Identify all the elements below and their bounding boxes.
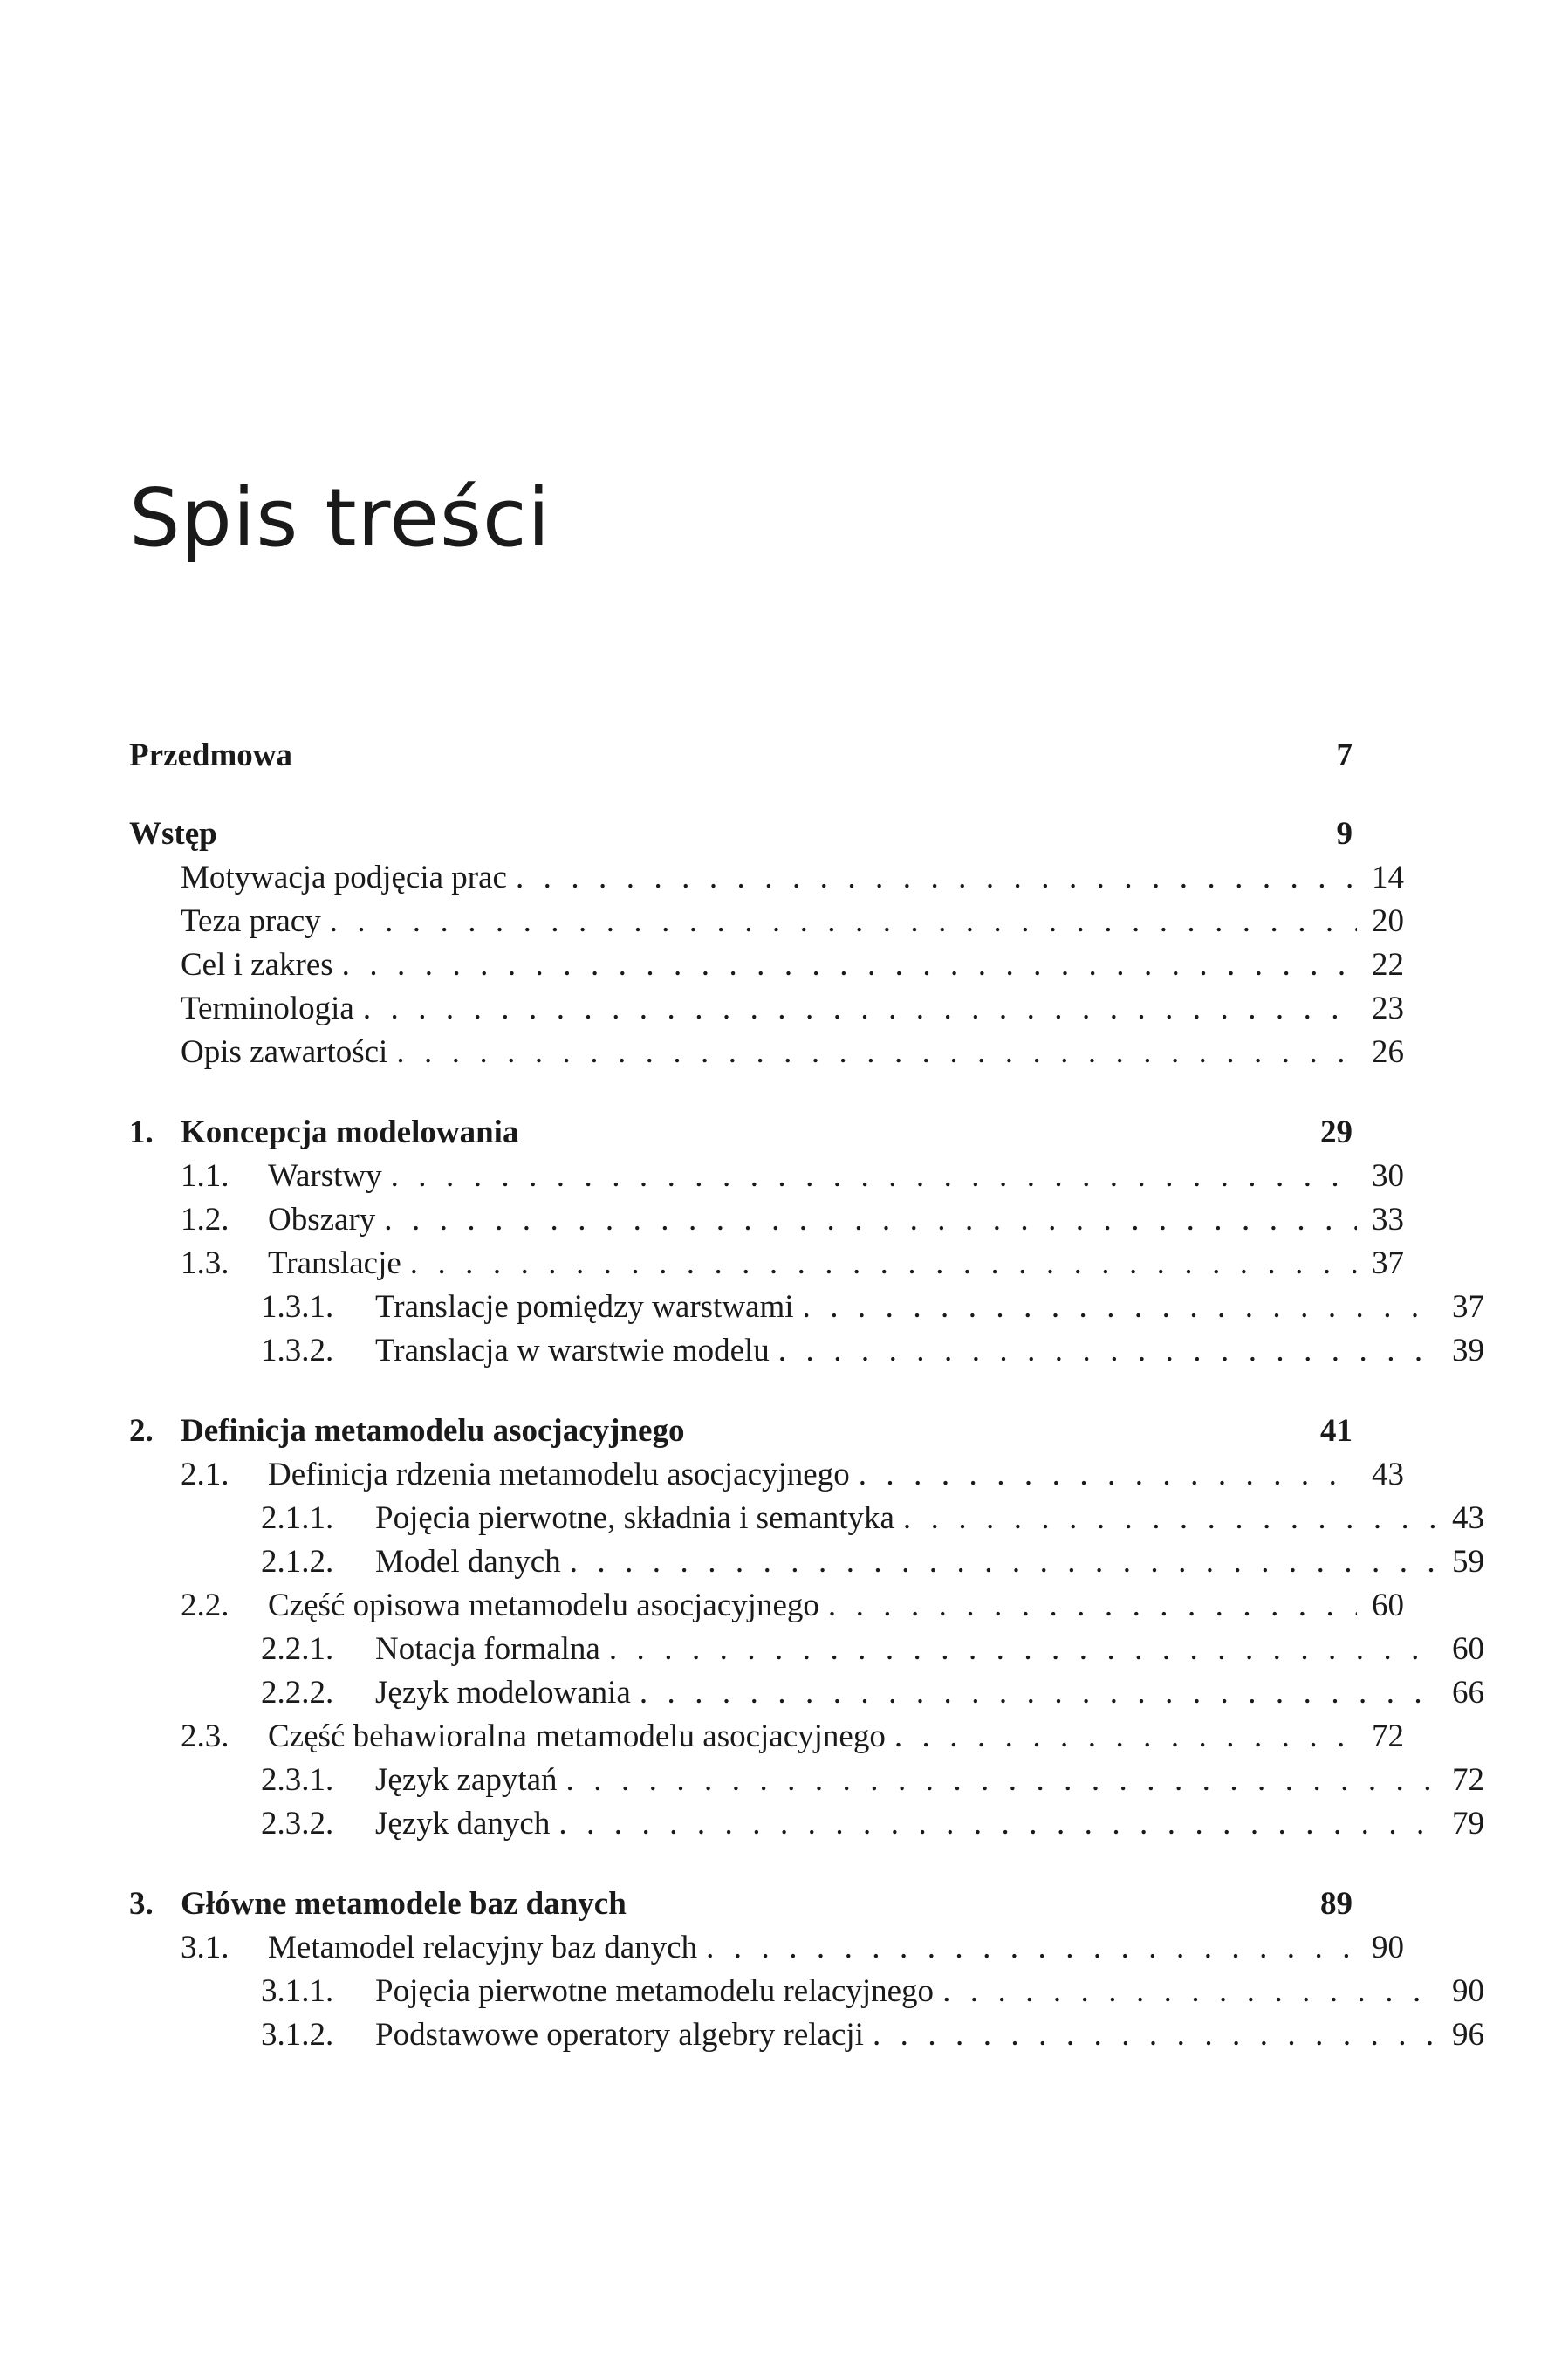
toc-section-entry: [129, 1714, 1404, 1759]
toc-entry-title: Język danych: [375, 1806, 551, 1842]
toc-subsection-entry: [129, 1285, 1484, 1330]
toc-section-entry: [129, 899, 1404, 944]
toc-entry-number: 1.: [129, 1115, 154, 1150]
toc-entry-page: 29: [1320, 1115, 1353, 1150]
toc-section-entry: [129, 1925, 1404, 1971]
toc-entry-page: 60: [1372, 1588, 1404, 1623]
dot-leader: [396, 1030, 1357, 1075]
toc-entry-title: Koncepcja modelowania: [181, 1115, 519, 1150]
toc-entry-title: Wstęp: [129, 816, 217, 852]
toc-entry-title: Obszary: [268, 1202, 376, 1238]
dot-leader: [640, 1670, 1437, 1716]
toc-entry-page: 79: [1452, 1806, 1484, 1842]
toc-chapter-entry: [129, 1110, 1353, 1156]
dot-leader: [706, 1925, 1357, 1971]
dot-leader: [384, 1197, 1357, 1243]
toc-entry-number: 2.1.2.: [261, 1544, 334, 1580]
toc-entry-page: 37: [1372, 1245, 1404, 1281]
dot-leader: [873, 2013, 1437, 2058]
dot-leader: [558, 1801, 1437, 1847]
toc-entry-number: 1.3.: [181, 1245, 229, 1281]
toc-section-entry: [129, 943, 1404, 988]
dot-leader: [778, 1328, 1437, 1374]
toc-entry-page: 90: [1452, 1973, 1484, 2009]
toc-entry-page: 7: [1336, 737, 1353, 773]
dot-leader: [516, 855, 1357, 901]
toc-entry-number: 3.1.1.: [261, 1973, 334, 2009]
toc-section-entry: [129, 855, 1404, 901]
page-title: Spis treści: [129, 471, 551, 565]
toc-entry-title: Terminologia: [181, 991, 354, 1026]
toc-chapter-entry: [129, 1882, 1353, 1927]
toc-entry-number: 1.1.: [181, 1158, 229, 1194]
toc-entry-title: Główne metamodele baz danych: [181, 1886, 627, 1922]
toc-entry-page: 33: [1372, 1202, 1404, 1238]
toc-subsection-entry: [129, 1801, 1484, 1847]
dot-leader: [391, 1154, 1357, 1199]
dot-leader: [609, 1627, 1437, 1672]
toc-entry-title: Przedmowa: [129, 737, 292, 773]
toc-entry-number: 2.3.2.: [261, 1806, 334, 1842]
toc-entry-title: Opis zawartości: [181, 1034, 388, 1070]
toc-entry-page: 22: [1372, 947, 1404, 983]
toc-entry-page: 59: [1452, 1544, 1484, 1580]
dot-leader: [942, 1969, 1437, 2014]
toc-subsection-entry: [129, 1496, 1484, 1541]
dot-leader: [903, 1496, 1437, 1541]
toc-entry-title: Teza pracy: [181, 903, 321, 939]
toc-entry-title: Język modelowania: [375, 1675, 631, 1711]
toc-entry-page: 96: [1452, 2017, 1484, 2053]
toc-subsection-entry: [129, 1328, 1484, 1374]
dot-leader: [342, 943, 1357, 988]
toc-entry-number: 2.: [129, 1413, 154, 1449]
dot-leader: [828, 1583, 1357, 1629]
toc-entry-number: 2.1.1.: [261, 1500, 334, 1536]
toc-entry-title: Translacje pomiędzy warstwami: [375, 1289, 794, 1325]
toc-entry-title: Język zapytań: [375, 1762, 558, 1798]
toc-entry-number: 1.2.: [181, 1202, 229, 1238]
toc-entry-title: Translacja w warstwie modelu: [375, 1333, 770, 1368]
dot-leader: [570, 1540, 1437, 1585]
toc-entry-title: Metamodel relacyjny baz danych: [268, 1930, 698, 1965]
toc-subsection-entry: [129, 1540, 1484, 1585]
toc-entry-title: Część behawioralna metamodelu asocjacyjnego: [268, 1718, 886, 1754]
toc-subsection-entry: [129, 1758, 1484, 1803]
toc-subsection-entry: [129, 1627, 1484, 1672]
toc-entry-page: 30: [1372, 1158, 1404, 1194]
toc-subsection-entry: [129, 1969, 1484, 2014]
toc-entry-page: 26: [1372, 1034, 1404, 1070]
dot-leader: [894, 1714, 1357, 1759]
toc-entry-page: 43: [1452, 1500, 1484, 1536]
toc-entry-title: Model danych: [375, 1544, 561, 1580]
toc-chapter-entry: [129, 812, 1353, 857]
toc-entry-title: Pojęcia pierwotne, składnia i semantyka: [375, 1500, 894, 1536]
toc-entry-title: Definicja rdzenia metamodelu asocjacyjnego: [268, 1457, 850, 1492]
toc-entry-page: 72: [1452, 1762, 1484, 1798]
toc-entry-page: 39: [1452, 1333, 1484, 1368]
toc-section-entry: [129, 1583, 1404, 1629]
toc-chapter-entry: [129, 733, 1353, 778]
toc-section-entry: [129, 1241, 1404, 1286]
toc-section-entry: [129, 1154, 1404, 1199]
toc-section-entry: [129, 1197, 1404, 1243]
toc-entry-number: 2.3.1.: [261, 1762, 334, 1798]
toc-section-entry: [129, 986, 1404, 1032]
toc-entry-title: Część opisowa metamodelu asocjacyjnego: [268, 1588, 819, 1623]
toc-entry-page: 9: [1336, 816, 1353, 852]
toc-entry-page: 23: [1372, 991, 1404, 1026]
toc-chapter-entry: [129, 1409, 1353, 1454]
toc-entry-page: 89: [1320, 1886, 1353, 1922]
toc-entry-title: Warstwy: [268, 1158, 382, 1194]
toc-entry-title: Definicja metamodelu asocjacyjnego: [181, 1413, 685, 1449]
toc-entry-page: 72: [1372, 1718, 1404, 1754]
toc-entry-number: 3.1.: [181, 1930, 229, 1965]
toc-entry-page: 43: [1372, 1457, 1404, 1492]
toc-entry-page: 60: [1452, 1631, 1484, 1667]
toc-section-entry: [129, 1030, 1404, 1075]
toc-entry-number: 2.2.1.: [261, 1631, 334, 1667]
toc-subsection-entry: [129, 2013, 1484, 2058]
toc-entry-number: 2.2.2.: [261, 1675, 334, 1711]
dot-leader: [566, 1758, 1437, 1803]
toc-entry-page: 41: [1320, 1413, 1353, 1449]
toc-entry-number: 3.1.2.: [261, 2017, 334, 2053]
toc-entry-page: 20: [1372, 903, 1404, 939]
toc-entry-page: 37: [1452, 1289, 1484, 1325]
toc-entry-number: 1.3.2.: [261, 1333, 334, 1368]
toc-entry-title: Notacja formalna: [375, 1631, 600, 1667]
toc-entry-title: Podstawowe operatory algebry relacji: [375, 2017, 864, 2053]
toc-entry-page: 66: [1452, 1675, 1484, 1711]
dot-leader: [859, 1452, 1357, 1498]
toc-entry-page: 90: [1372, 1930, 1404, 1965]
toc-entry-number: 2.3.: [181, 1718, 229, 1754]
toc-entry-number: 3.: [129, 1886, 154, 1922]
toc-entry-number: 2.2.: [181, 1588, 229, 1623]
toc-subsection-entry: [129, 1670, 1484, 1716]
toc-entry-title: Pojęcia pierwotne metamodelu relacyjnego: [375, 1973, 935, 2009]
toc-entry-number: 2.1.: [181, 1457, 229, 1492]
dot-leader: [410, 1241, 1357, 1286]
toc-entry-title: Motywacja podjęcia prac: [181, 860, 507, 895]
dot-leader: [363, 986, 1357, 1032]
toc-entry-number: 1.3.1.: [261, 1289, 334, 1325]
toc-entry-title: Translacje: [268, 1245, 401, 1281]
toc-entry-title: Cel i zakres: [181, 947, 333, 983]
dot-leader: [330, 899, 1357, 944]
toc-entry-page: 14: [1372, 860, 1404, 895]
dot-leader: [803, 1285, 1437, 1330]
toc-section-entry: [129, 1452, 1404, 1498]
